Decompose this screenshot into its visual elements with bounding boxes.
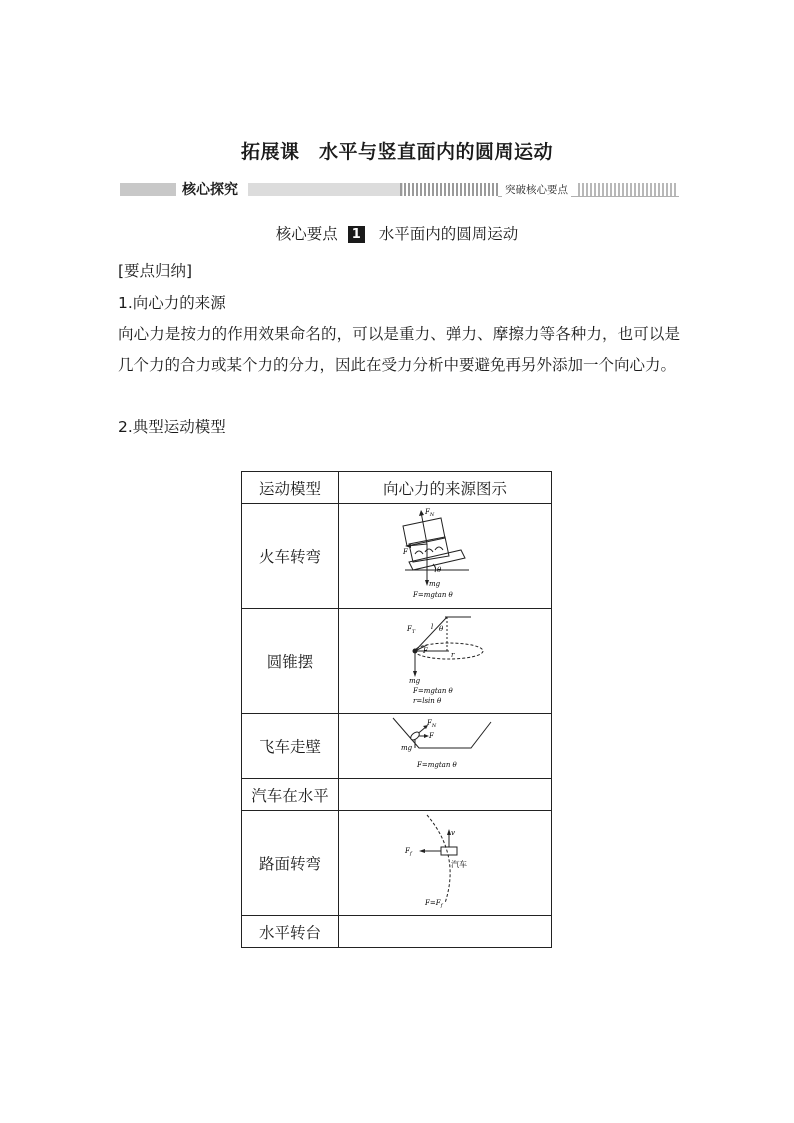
table-cell-model: 火车转弯 xyxy=(242,504,339,609)
table-row xyxy=(242,916,552,948)
wall-formula: F=mgtan θ xyxy=(417,761,457,769)
page-title: 拓展课 水平与竖直面内的圆周运动 xyxy=(240,141,553,163)
table-row xyxy=(242,504,552,609)
table-cell-figure xyxy=(339,916,552,948)
ft-label: $F_T$ xyxy=(407,625,416,635)
f-label: F xyxy=(429,732,434,740)
summary-heading: [要点归纳] xyxy=(118,262,193,280)
banner-right-label: 突破核心要点 xyxy=(502,182,571,198)
key-point-heading xyxy=(0,222,794,244)
table-cell-figure xyxy=(339,714,552,779)
conical-pendulum-diagram xyxy=(365,609,525,709)
table-cell-model: 水平转台 xyxy=(242,916,339,948)
table-cell-model: 飞车走壁 xyxy=(242,714,339,779)
v-label: v xyxy=(451,829,455,837)
theta-label: θ xyxy=(439,625,444,633)
table-cell-figure xyxy=(339,504,552,609)
table-cell-figure xyxy=(339,609,552,714)
pendulum-formula-2: r=lsin θ xyxy=(413,697,442,705)
table-row xyxy=(242,779,552,811)
f-label: F xyxy=(403,548,408,556)
table-cell-model: 圆锥摆 xyxy=(242,609,339,714)
mg-label: mg xyxy=(401,744,413,752)
section2-heading: 2.典型运动模型 xyxy=(118,418,226,436)
ff-label: $F_f$ xyxy=(405,847,412,857)
f-label: F xyxy=(423,647,428,655)
table-cell-model: 路面转弯 xyxy=(242,811,339,916)
table-cell-figure xyxy=(339,779,552,811)
section1-heading: 1.向心力的来源 xyxy=(118,294,226,312)
table-cell-model: 汽车在水平 xyxy=(242,779,339,811)
table-header-row xyxy=(242,472,552,504)
mg-label: mg xyxy=(429,580,441,588)
key-point-title: 水平面内的圆周运动 xyxy=(378,225,519,243)
table-row xyxy=(242,609,552,714)
theta-label: θ xyxy=(437,566,442,574)
table-header: 运动模型 xyxy=(242,472,339,504)
table-row xyxy=(242,811,552,916)
train-turn-diagram xyxy=(365,504,525,604)
section1-paragraph: 向心力是按力的作用效果命名的，可以是重力、弹力、摩擦力等各种力，也可以是几个力的合力或某个力的分力，因此在受力分析中要避免再另外添加一个向心力。 xyxy=(118,325,680,374)
key-point-number: 1 xyxy=(348,226,365,243)
car-label: 汽车 xyxy=(451,860,467,869)
l-label: l xyxy=(431,623,434,631)
banner-label: 核心探究 xyxy=(176,181,244,199)
motion-models-table xyxy=(241,471,552,948)
fn-label: $F_N$ xyxy=(427,719,437,729)
wall-ride-diagram xyxy=(365,714,525,774)
mg-label: mg xyxy=(409,677,421,685)
train-formula: F=mgtan θ xyxy=(413,591,453,599)
pendulum-formula-1: F=mgtan θ xyxy=(413,687,453,695)
table-cell-figure xyxy=(339,811,552,916)
table-header: 向心力的来源图示 xyxy=(339,472,552,504)
r-label: r xyxy=(451,651,455,659)
fn-label: $F_N$ xyxy=(425,508,435,518)
car-formula: $F=F_f$ xyxy=(425,899,443,909)
car-turn-diagram xyxy=(365,811,525,911)
key-point-prefix: 核心要点 xyxy=(275,225,338,243)
table-row xyxy=(242,714,552,779)
